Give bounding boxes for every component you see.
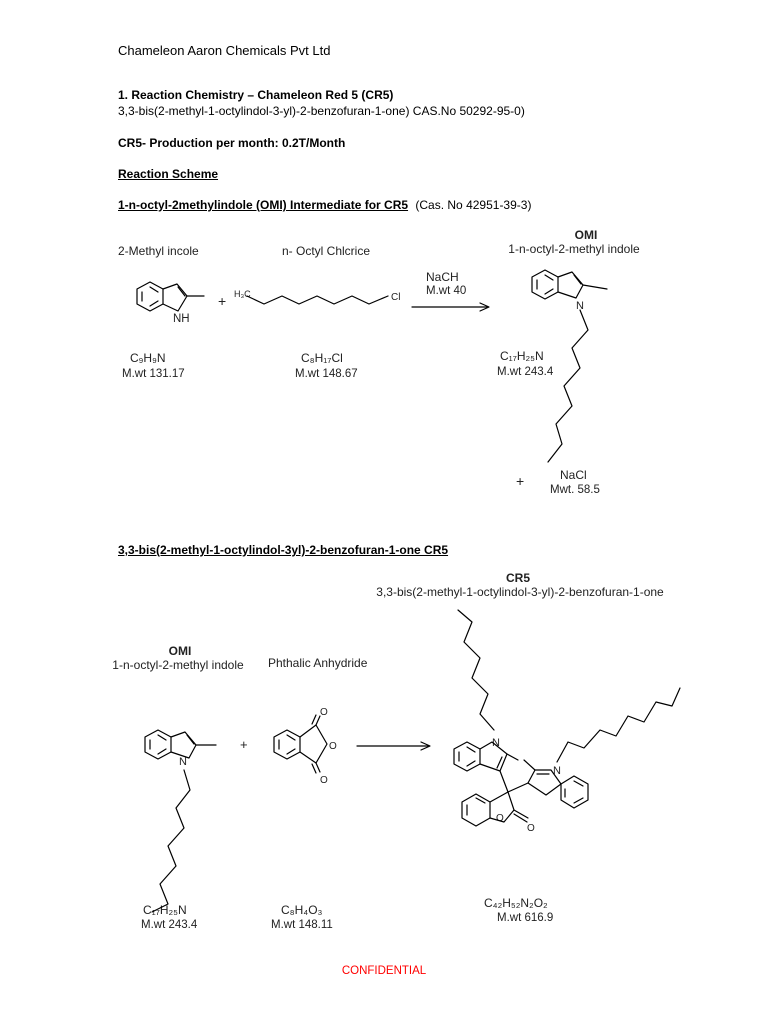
plus-step1: + [218, 293, 227, 309]
cr5-n-right: N [553, 765, 561, 777]
reaction-scheme-heading: Reaction Scheme [118, 167, 219, 181]
omi2-mwt: M.wt 243.4 [141, 919, 198, 931]
cr5-abbr: CR5 [505, 571, 531, 585]
company-name: Chameleon Aaron Chemicals Pvt Ltd [118, 43, 331, 58]
reactant2-mwt: M.wt 148.67 [295, 368, 358, 380]
reactant2-formula: C₈H₁₇Cl [301, 351, 343, 365]
omi2-formula: C₁₇H₂₅N [143, 903, 187, 917]
plus-byproduct: + [516, 473, 525, 489]
product-mwt: M.wt 243.4 [497, 366, 554, 378]
step2-heading: 3,3-bis(2-methyl-1-octylindol-3yl)-2-benzofuran-1-one CR5 [118, 543, 449, 557]
confidential-footer: CONFIDENTIAL [341, 965, 427, 977]
cr5-o-carbonyl: O [527, 823, 535, 834]
cr5-o-ring: O [496, 813, 504, 824]
step1-heading: 1-n-octyl-2methylindole (OMI) Intermediate for CR5 [118, 198, 409, 212]
anhydride-o-top: O [320, 707, 328, 718]
reactant1-mwt: M.wt 131.17 [122, 368, 185, 380]
omi-product-structure [532, 270, 607, 462]
reagent-name: NaCH [426, 270, 459, 284]
reactant1-name: 2-Methyl incole [118, 244, 199, 258]
reagent-mwt: M.wt 40 [426, 285, 467, 297]
h3c-label: H₃C [234, 289, 251, 299]
phthalic-name: Phthalic Anhydride [268, 656, 368, 670]
omi-reactant-structure [145, 730, 216, 912]
plus-step2: + [240, 737, 248, 752]
step1-cas: (Cas. No 42951-39-3) [415, 198, 532, 212]
cr5-product-structure [454, 610, 680, 826]
cr5-formula: C₄₂H₅₂N₂O₂ [484, 896, 548, 910]
production-line: CR5- Production per month: 0.2T/Month [118, 136, 346, 150]
reaction-arrow-step1 [412, 303, 489, 311]
omi-name: 1-n-octyl-2-methyl indole [508, 242, 640, 256]
cr5-n-left: N [492, 737, 500, 749]
reaction-arrow-step2 [357, 742, 430, 750]
product-formula: C₁₇H₂₅N [500, 349, 544, 363]
reactant2-name: n- Octyl Chlcrice [282, 244, 371, 258]
omi-n-label: N [576, 300, 584, 312]
anhydride-o-ring: O [329, 741, 337, 752]
phthalic-mwt: M.wt 148.11 [271, 919, 333, 931]
section-subtitle: 3,3-bis(2-methyl-1-octylindol-3-yl)-2-benzofuran-1-one) CAS.No 50292-95-0) [118, 104, 525, 118]
omi-abbr: OMI [574, 228, 598, 242]
byproduct-mwt: Mwt. 58.5 [550, 484, 600, 496]
cl-label: Cl [391, 292, 401, 303]
cr5-name: 3,3-bis(2-methyl-1-octylindol-3-yl)-2-benzofuran-1-one [376, 585, 664, 599]
phthalic-anhydride-structure [274, 715, 327, 773]
byproduct-name: NaCl [560, 468, 587, 482]
octyl-chloride-structure [247, 296, 388, 304]
phthalic-formula: C₈H₄O₃ [281, 903, 323, 917]
omi2-name: 1-n-octyl-2-methyl indole [112, 658, 244, 672]
cr5-mwt: M.wt 616.9 [497, 912, 554, 924]
reactant1-formula: C₉H₉N [130, 351, 166, 365]
nh-label: NH [173, 313, 190, 325]
omi2-n-label: N [179, 756, 187, 768]
section-title: 1. Reaction Chemistry – Chameleon Red 5 (CR5) [118, 88, 394, 102]
anhydride-o-bottom: O [320, 775, 328, 786]
omi2-abbr: OMI [168, 644, 192, 658]
2-methyl-indole-structure [137, 282, 204, 311]
